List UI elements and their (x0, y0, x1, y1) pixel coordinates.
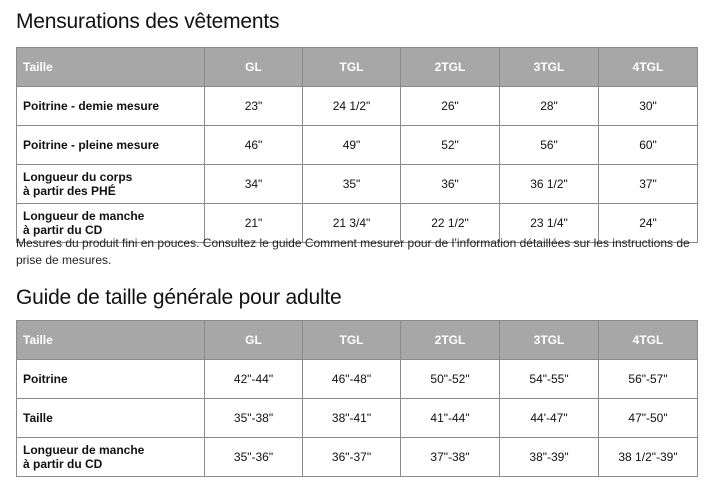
table-cell: 46" (205, 126, 303, 165)
table-cell: 26" (401, 87, 500, 126)
table-cell: 21" (205, 204, 303, 243)
header-2tgl: 2TGL (401, 48, 500, 87)
table-cell: 23 1/4" (500, 204, 599, 243)
table-cell: 35"-36" (205, 438, 303, 477)
table-cell: 44'-47" (500, 399, 599, 438)
header-4tgl: 4TGL (599, 321, 698, 360)
table-cell: 36"-37" (303, 438, 401, 477)
measurement-note: Mesures du produit fini en pouces. Consultez le guide Comment mesurer pour de l’information détaillées sur les instructions de prise de mesures. (16, 236, 690, 267)
table-row (17, 87, 698, 126)
table-row (17, 165, 698, 204)
table-cell: 47"-50" (599, 399, 698, 438)
table-cell: 56" (500, 126, 599, 165)
header-4tgl: 4TGL (599, 48, 698, 87)
table-row (17, 399, 698, 438)
header-3tgl: 3TGL (500, 321, 599, 360)
table-cell: 28" (500, 87, 599, 126)
table-cell: 42"-44" (205, 360, 303, 399)
header-gl: GL (205, 321, 303, 360)
header-tgl: TGL (303, 321, 401, 360)
table-cell: 38"-39" (500, 438, 599, 477)
row-label: Poitrine (17, 360, 205, 399)
table-cell: 41"-44" (401, 399, 500, 438)
table-cell: 23" (205, 87, 303, 126)
table-cell: 52" (401, 126, 500, 165)
table-cell: 22 1/2" (401, 204, 500, 243)
section-title-size-guide: Guide de taille générale pour adulte (16, 286, 342, 309)
row-label: Longueur de manche à partir du CD (17, 204, 205, 243)
table-cell: 50"-52" (401, 360, 500, 399)
table-cell: 35" (303, 165, 401, 204)
table-cell: 21 3/4" (303, 204, 401, 243)
table-cell: 35"-38" (205, 399, 303, 438)
row-label: Poitrine - demie mesure (17, 87, 205, 126)
table-cell: 56"-57" (599, 360, 698, 399)
table-cell: 30" (599, 87, 698, 126)
header-size: Taille (17, 321, 205, 360)
table-cell: 46"-48" (303, 360, 401, 399)
adult-size-guide-table (16, 320, 698, 477)
row-label: Taille (17, 399, 205, 438)
table-cell: 38 1/2"-39" (599, 438, 698, 477)
row-label: Longueur du corps à partir des PHÉ (17, 165, 205, 204)
header-tgl: TGL (303, 48, 401, 87)
row-label: Poitrine - pleine mesure (17, 126, 205, 165)
header-2tgl: 2TGL (401, 321, 500, 360)
row-label: Longueur de manche à partir du CD (17, 438, 205, 477)
table-cell: 24 1/2" (303, 87, 401, 126)
section-title-measurements: Mensurations des vêtements (16, 10, 280, 33)
table-header-row (17, 321, 698, 360)
table-cell: 34" (205, 165, 303, 204)
header-gl: GL (205, 48, 303, 87)
table-cell: 60" (599, 126, 698, 165)
garment-measurements-table (16, 47, 698, 243)
table-row (17, 126, 698, 165)
table-cell: 49" (303, 126, 401, 165)
table-cell: 24" (599, 204, 698, 243)
table-cell: 36" (401, 165, 500, 204)
header-size: Taille (17, 48, 205, 87)
table-row (17, 438, 698, 477)
table-cell: 36 1/2" (500, 165, 599, 204)
table-cell: 38"-41" (303, 399, 401, 438)
table-cell: 37"-38" (401, 438, 500, 477)
table-cell: 37" (599, 165, 698, 204)
header-3tgl: 3TGL (500, 48, 599, 87)
table-cell: 54"-55" (500, 360, 599, 399)
table-header-row (17, 48, 698, 87)
table-row (17, 360, 698, 399)
